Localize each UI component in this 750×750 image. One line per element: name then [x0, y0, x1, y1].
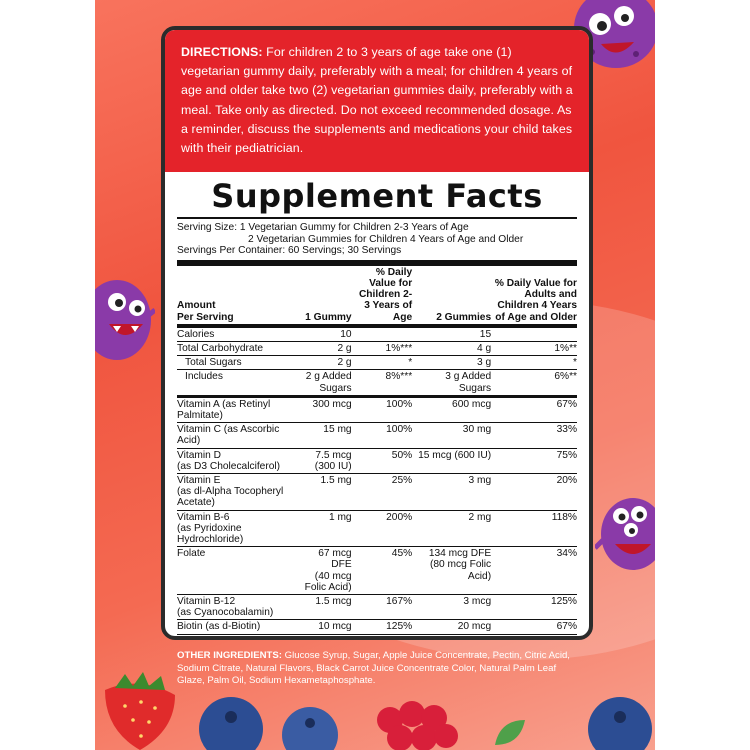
col-2-gummies-header: 2 Gummies	[436, 311, 492, 323]
amount-1-gummy	[303, 423, 352, 448]
nutrient-name-text: Includes	[185, 371, 223, 383]
table-row	[177, 620, 577, 634]
amount-2-gummies	[412, 370, 491, 396]
nutrient-name-text: Folate	[177, 548, 206, 560]
amount-2-gummies	[412, 510, 491, 547]
amount-2-gummies-text: 15 mcg (600 IU)	[418, 449, 492, 461]
dv-children	[352, 620, 413, 634]
amount-1-gummy	[303, 370, 352, 396]
strawberry-icon	[95, 670, 185, 750]
nutrient-name-text: Biotin (as d-Biotin)	[177, 621, 261, 633]
nutrient-name-text: Vitamin E	[177, 475, 221, 487]
amount-2-gummies-text: 600 mcg	[452, 398, 492, 410]
dv-adults-text: 20%	[556, 475, 577, 487]
amount-2-gummies-text: 30 mg	[462, 424, 492, 436]
serving-info	[177, 219, 577, 266]
amount-1-gummy-text: 67 mcg DFE	[318, 548, 352, 571]
dv-children	[352, 342, 413, 356]
serving-size-line-2: 2 Vegetarian Gummies for Children 4 Years of Age and Older	[248, 233, 524, 245]
amount-2-gummies-text	[412, 636, 491, 640]
dv-adults	[491, 396, 577, 422]
dv-adults	[491, 326, 577, 342]
dv-adults	[491, 474, 577, 511]
amount-1-gummy-text: 2 g Added Sugars	[305, 371, 352, 394]
dv-children	[352, 396, 413, 422]
nutrient-name	[177, 370, 303, 396]
dv-adults	[491, 370, 577, 396]
dv-children	[352, 448, 413, 473]
table-row	[177, 396, 577, 422]
nutrient-name	[177, 474, 303, 511]
dv-adults	[491, 595, 577, 620]
dv-adults-text: 75%	[556, 449, 577, 461]
table-header-row	[177, 266, 577, 326]
amount-1-gummy	[303, 634, 352, 640]
dv-adults-text	[491, 636, 577, 640]
dv-children-text: 8%***	[385, 371, 413, 383]
dv-children-text: 200%	[386, 511, 413, 523]
blueberry-icon	[280, 705, 340, 750]
amount-1-gummy	[303, 342, 352, 356]
dv-adults-text: 67%	[556, 621, 577, 633]
amount-1-gummy	[303, 620, 352, 634]
dv-children-text: 125%	[386, 621, 413, 633]
dv-children-text: 1%***	[385, 343, 413, 354]
amount-2-gummies-text: 20 mcg	[457, 621, 492, 633]
amount-1-gummy-text: 2 g	[337, 357, 352, 369]
nutrient-name-text: Vitamin C (as Ascorbic Acid)	[177, 424, 280, 447]
nutrient-name	[177, 423, 303, 448]
amount-1-gummy-text: 10	[340, 328, 352, 340]
amount-2-gummies-text: 2 mg	[468, 511, 492, 523]
dv-adults-text: 1%**	[554, 343, 577, 354]
servings-per-container: Servings Per Container: 60 Servings; 30 Servings	[177, 245, 402, 257]
nutrient-name	[177, 634, 303, 640]
amount-1-gummy	[303, 547, 352, 595]
dv-children	[352, 634, 413, 640]
col-dv-adults-header: % Daily Value for Adults and Children 4 Years of Age and Older	[494, 277, 577, 323]
table-row	[177, 342, 577, 356]
nutrient-name	[177, 326, 303, 342]
dv-adults	[491, 423, 577, 448]
dv-children-text: 100%	[386, 424, 413, 436]
amount-1-gummy-text: 1 mg	[328, 511, 352, 523]
raspberry-icon	[360, 690, 470, 750]
amount-1-gummy	[303, 448, 352, 473]
purple-monster-icon	[595, 490, 655, 580]
nutrient-name	[177, 396, 303, 422]
amount-2-gummies	[412, 326, 491, 342]
amount-1-gummy-note: (40 mcg Folic Acid)	[304, 570, 352, 593]
dv-children	[352, 370, 413, 396]
nutrient-name	[177, 448, 303, 473]
dv-children-text: 25%	[391, 475, 413, 487]
amount-1-gummy-text	[303, 636, 352, 640]
nutrient-source: (as dl-Alpha Tocopheryl Acetate)	[177, 486, 284, 509]
amount-1-gummy-text: 15 mg	[323, 424, 352, 436]
dv-children	[352, 423, 413, 448]
nutrient-name-text: Total Sugars	[185, 357, 242, 369]
amount-1-gummy	[303, 326, 352, 342]
table-row	[177, 370, 577, 396]
dv-adults	[491, 620, 577, 634]
mint-leaf-icon	[490, 715, 530, 750]
dv-children	[352, 510, 413, 547]
table-row	[177, 326, 577, 342]
nutrient-name-text: Vitamin A (as Retinyl Palmitate)	[177, 398, 271, 422]
directions-text: For children 2 to 3 years of age take one (1) vegetarian gummy daily, preferably with a meal; for children 4 years of age and older take two (2) vegetarian gummies daily, preferably with a meal. Take only as directed. Do not exceed recommended dosage. As a reminder, discuss the supplements and medications your child takes with their pediatrician.	[181, 45, 573, 156]
nutrient-name	[177, 620, 303, 634]
amount-2-gummies-note: (80 mcg Folic Acid)	[429, 559, 492, 582]
amount-2-gummies	[412, 634, 491, 640]
nutrient-name	[177, 342, 303, 356]
nutrient-name-text: Vitamin D	[177, 449, 221, 461]
dv-adults	[491, 634, 577, 640]
dv-children-text: 100%	[386, 398, 413, 410]
nutrient-name-text: Vitamin B-12	[177, 596, 236, 608]
amount-2-gummies	[412, 423, 491, 448]
amount-1-gummy	[303, 510, 352, 547]
dv-adults-text: 33%	[556, 424, 577, 436]
blueberry-icon	[585, 695, 655, 750]
amount-2-gummies	[412, 396, 491, 422]
amount-1-gummy-text: 7.5 mcg (300 IU)	[314, 449, 352, 472]
amount-2-gummies-text: 15	[479, 328, 492, 340]
amount-1-gummy	[303, 474, 352, 511]
amount-1-gummy-text: 10 mcg	[318, 621, 352, 633]
nutrient-name-text: Calories	[177, 328, 215, 340]
table-row	[177, 423, 577, 448]
facts-title: Supplement Facts	[177, 178, 577, 219]
amount-2-gummies-text: 3 mg	[468, 475, 492, 487]
table-row	[177, 547, 577, 595]
amount-2-gummies-text: 134 mcg DFE	[428, 548, 492, 560]
nutrient-source: (as Cyanocobalamin)	[177, 607, 274, 619]
dv-adults	[491, 547, 577, 595]
amount-2-gummies-text: 3 mcg	[463, 596, 492, 608]
nutrient-rows	[177, 326, 577, 640]
amount-header-line: Amount	[177, 300, 216, 312]
amount-1-gummy	[303, 396, 352, 422]
amount-1-gummy-text: 2 g	[337, 343, 352, 354]
dv-children-text: 167%	[386, 596, 413, 608]
amount-1-gummy-text: 1.5 mcg	[315, 596, 352, 608]
nutrient-name	[177, 547, 303, 595]
other-ingredients-label: OTHER INGREDIENTS:	[177, 650, 283, 661]
purple-monster-icon	[95, 272, 155, 372]
nutrient-name-text: Total Carbohydrate	[177, 343, 264, 354]
dv-children-text: *	[408, 357, 413, 369]
amount-2-gummies	[412, 620, 491, 634]
nutrient-name-text	[177, 636, 303, 640]
nutrient-table	[177, 266, 577, 640]
dv-children	[352, 356, 413, 370]
nutrient-name	[177, 356, 303, 370]
amount-2-gummies	[412, 595, 491, 620]
directions-section	[165, 30, 589, 172]
dv-adults-text: 67%	[556, 398, 577, 410]
amount-2-gummies	[412, 547, 491, 595]
amount-2-gummies	[412, 356, 491, 370]
dv-adults-text: 6%**	[554, 371, 577, 383]
table-row	[177, 356, 577, 370]
amount-header	[177, 266, 303, 326]
nutrient-name-text: Vitamin B-6	[177, 511, 230, 523]
table-row	[177, 448, 577, 473]
dv-adults	[491, 448, 577, 473]
amount-header-line: Per Serving	[177, 311, 234, 323]
dv-children	[352, 326, 413, 342]
supplement-facts	[165, 172, 589, 640]
dv-adults	[491, 356, 577, 370]
table-row	[177, 510, 577, 547]
col-dv-children-header: % Daily Value for Children 2-3 Years of Age	[358, 266, 413, 323]
directions-label: DIRECTIONS:	[181, 45, 263, 59]
nutrient-source: (as D3 Cholecalciferol)	[177, 460, 281, 472]
amount-2-gummies	[412, 342, 491, 356]
dv-adults	[491, 510, 577, 547]
blueberry-icon	[196, 695, 266, 750]
dv-children-text	[352, 636, 413, 640]
dv-children-text: 45%	[391, 548, 413, 560]
dv-children	[352, 547, 413, 595]
other-ingredients-text: Glucose Syrup, Sugar, Apple Juice Concentrate, Pectin, Citric Acid, Sodium Citrate, Natural Flavors, Black Carrot Juice Concentrate Color, Natural Palm Leaf Glaze, Palm Oil, Sodium Hexametaphosphate.	[177, 650, 570, 686]
col-1-gummy-header: 1 Gummy	[305, 311, 352, 323]
dv-adults-text: 34%	[556, 548, 577, 560]
serving-size-line: Serving Size: 1 Vegetarian Gummy for Children 2-3 Years of Age	[177, 222, 469, 233]
table-row	[177, 634, 577, 640]
amount-2-gummies-text: 3 g	[476, 357, 492, 369]
dv-adults-text: 118%	[551, 511, 577, 523]
dv-adults	[491, 342, 577, 356]
amount-1-gummy-text: 300 mcg	[312, 398, 352, 410]
nutrient-name	[177, 510, 303, 547]
other-ingredients	[177, 650, 577, 688]
amount-1-gummy-text: 1.5 mg	[320, 475, 352, 487]
amount-2-gummies	[412, 474, 491, 511]
amount-2-gummies	[412, 448, 491, 473]
nutrient-source: (as Pyridoxine Hydrochloride)	[177, 522, 244, 546]
amount-2-gummies-text: 3 g Added Sugars	[445, 371, 492, 394]
label-panel	[161, 26, 593, 640]
dv-adults-text: 125%	[550, 596, 577, 608]
dv-children-text: 50%	[391, 449, 413, 461]
table-row	[177, 595, 577, 620]
amount-1-gummy	[303, 595, 352, 620]
dv-children	[352, 474, 413, 511]
amount-1-gummy	[303, 356, 352, 370]
dv-children	[352, 595, 413, 620]
amount-2-gummies-text: 4 g	[476, 343, 492, 354]
nutrient-name	[177, 595, 303, 620]
table-row	[177, 474, 577, 511]
dv-adults-text: *	[573, 357, 577, 369]
